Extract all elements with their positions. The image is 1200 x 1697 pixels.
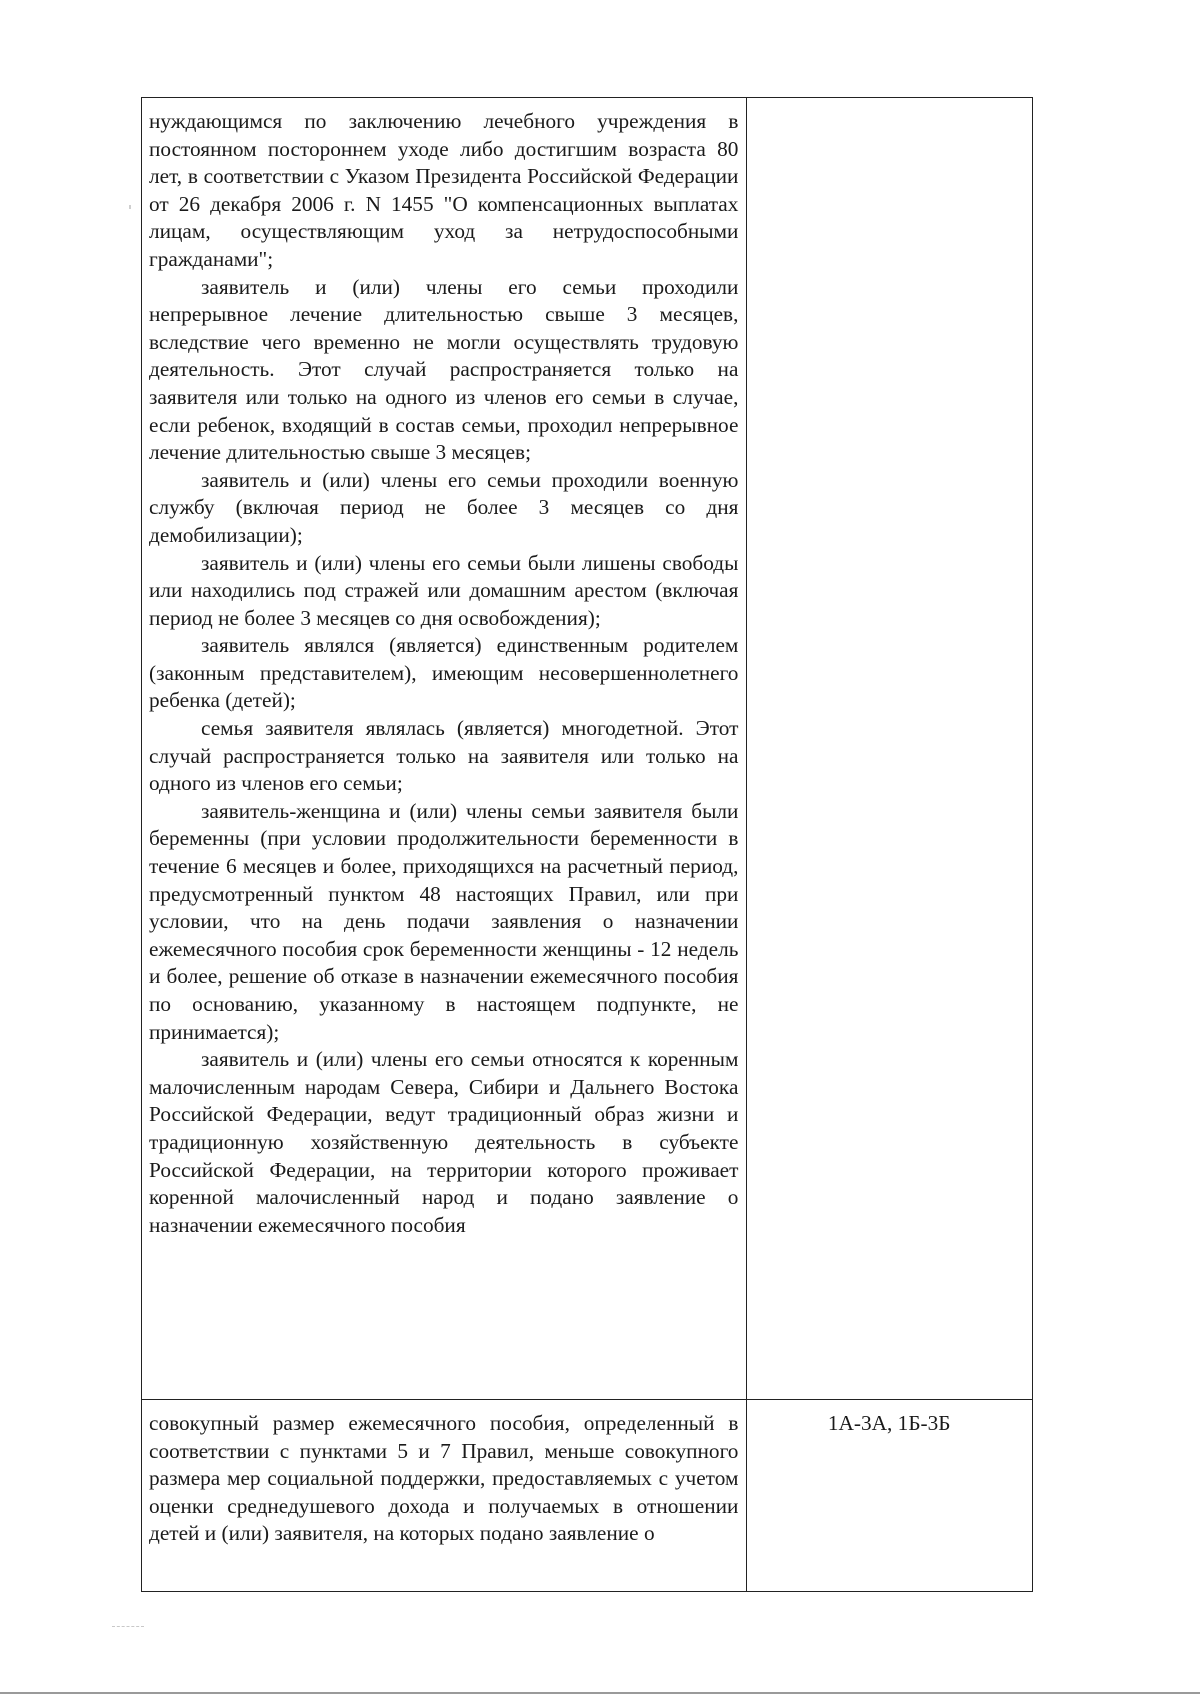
paragraph: совокупный размер ежемесячного пособия, определенный в соответствии с пунктами 5 и 7 Правил, меньше совокупного размера мер социальной поддержки, предоставляемых с учетом оценки среднедушевого дохода и получаемых в отношении детей и (или) заявителя, на которых подано заявление о bbox=[149, 1411, 739, 1546]
paragraph: заявитель и (или) члены его семьи проходили военную службу (включая период не более 3 месяцев со дня демобилизации); bbox=[149, 467, 739, 547]
code-cell bbox=[747, 98, 1033, 1400]
paragraph: заявитель и (или) члены его семьи были лишены свободы или находились под стражей или домашним арестом (включая период не более 3 месяцев со дня освобождения); bbox=[149, 550, 739, 630]
table-row bbox=[142, 98, 1033, 1400]
document-table bbox=[141, 97, 1033, 1592]
condition-text-cell bbox=[142, 98, 747, 1400]
paragraph: заявитель-женщина и (или) члены семьи заявителя были беременны (при условии продолжительности беременности в течение 6 месяцев и более, приходящихся на расчетный период, предусмотренный пунктом 48 настоящих Правил, или при условии, что на день подачи заявления о назначении ежемесячного пособия срок беременности женщины - 12 недель и более, решение об отказе в назначении ежемесячного пособия по основанию, указанному в настоящем подпункте, не принимается); bbox=[149, 798, 739, 1044]
paragraph: заявитель и (или) члены его семьи проходили непрерывное лечение длительностью свыше 3 месяцев, вследствие чего временно не могли осуществлять трудовую деятельность. Этот случай распространяется только на заявителя или только на одного из членов его семьи в случае, если ребенок, входящий в состав семьи, проходил непрерывное лечение длительностью свыше 3 месяцев; bbox=[149, 274, 739, 465]
condition-text-cell bbox=[142, 1400, 747, 1592]
paragraph: заявитель и (или) члены его семьи относятся к коренным малочисленным народам Севера, Сибири и Дальнего Востока Российской Федерации, ведут традиционный образ жизни и традиционную хозяйственную деятельность в субъекте Российской Федерации, на территории которого проживает коренной малочисленный народ и подано заявление о назначении ежемесячного пособия bbox=[149, 1047, 739, 1237]
paragraph: семья заявителя являлась (является) многодетной. Этот случай распространяется только на заявителя или только на одного из членов его семьи; bbox=[149, 716, 739, 796]
code-cell: 1А-3А, 1Б-3Б bbox=[747, 1400, 1033, 1592]
page-edge-line bbox=[0, 1692, 1200, 1694]
paragraph: заявитель являлся (является) единственным родителем (законным представителем), имеющим несовершеннолетнего ребенка (детей); bbox=[149, 633, 739, 713]
paragraph: нуждающимся по заключению лечебного учреждения в постоянном постороннем уходе либо достигшим возраста 80 лет, в соответствии с Указом Президента Российской Федерации от 26 декабря 2006 г. N 1455 "О компенсационных выплатах лицам, осуществляющим уход за нетрудоспособными гражданами"; bbox=[149, 109, 739, 271]
table-row bbox=[142, 1400, 1033, 1592]
scan-artifact bbox=[112, 1626, 144, 1628]
scan-artifact bbox=[129, 205, 131, 209]
